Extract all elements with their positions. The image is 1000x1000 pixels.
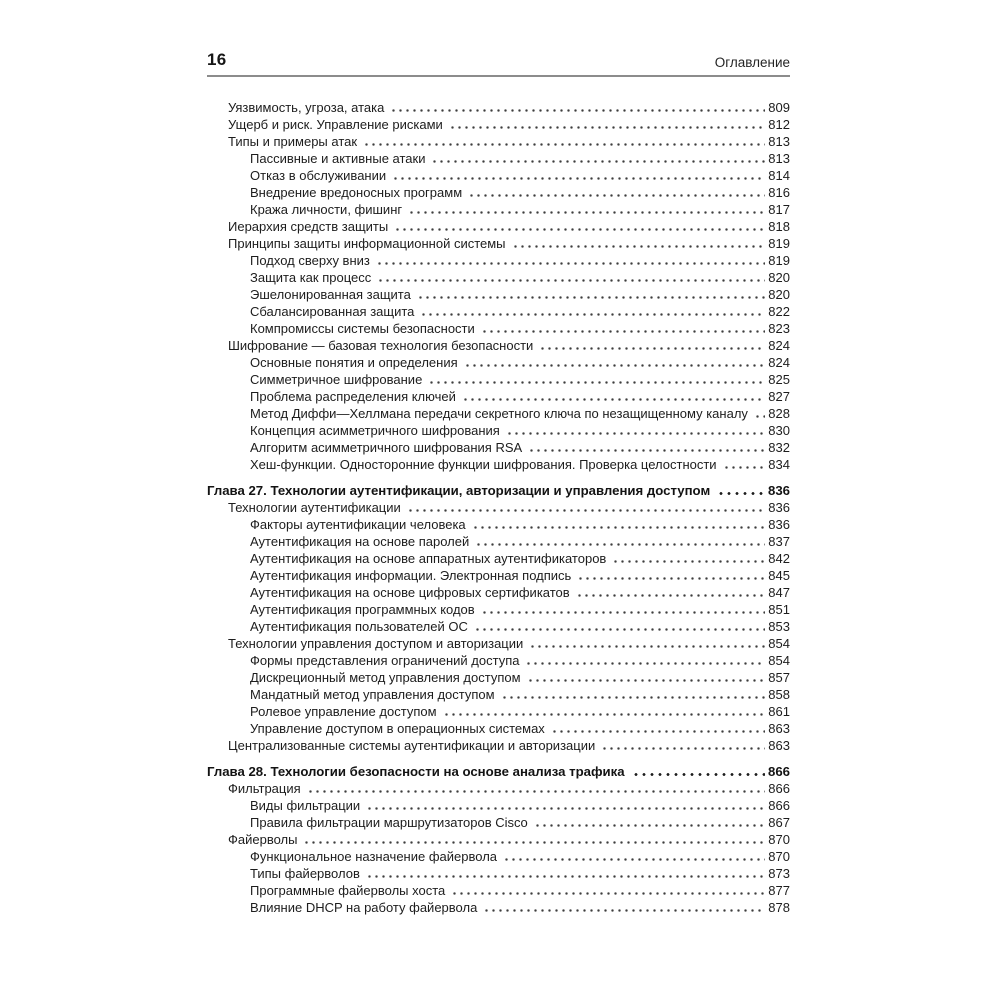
- toc-entry-title: Аутентификация информации. Электронная подпись: [250, 568, 572, 583]
- toc-entry-page-number: 819: [768, 236, 790, 251]
- dot-leader: [527, 439, 765, 456]
- dot-leader: [302, 831, 765, 848]
- toc-row: [207, 116, 790, 133]
- toc-entry-page-number: 812: [768, 117, 790, 132]
- toc-entry-page-number: 809: [768, 100, 790, 115]
- toc-entry-title: Типы и примеры атак: [228, 134, 358, 149]
- toc-row: [207, 814, 790, 831]
- dot-leader: [505, 422, 765, 439]
- toc-row: [207, 218, 790, 235]
- toc-entry-page-number: 854: [768, 653, 790, 668]
- dot-leader: [600, 737, 765, 754]
- toc-row: [207, 150, 790, 167]
- dot-leader: [480, 320, 766, 337]
- toc-row: [207, 235, 790, 252]
- toc-entry-page-number: 819: [768, 253, 790, 268]
- dot-leader: [306, 780, 766, 797]
- toc-row: [207, 899, 790, 916]
- dot-leader: [502, 848, 765, 865]
- toc-entry-page-number: 824: [768, 338, 790, 353]
- toc-entry-page-number: 824: [768, 355, 790, 370]
- dot-leader: [467, 184, 765, 201]
- toc-entry-title: Формы представления ограничений доступа: [250, 653, 520, 668]
- dot-leader: [419, 303, 765, 320]
- toc-row: [207, 320, 790, 337]
- toc-entry-page-number: 870: [768, 849, 790, 864]
- toc-entry-title: Аутентификация программных кодов: [250, 602, 475, 617]
- toc-row: [207, 831, 790, 848]
- toc-entry-title: Принципы защиты информационной системы: [228, 236, 506, 251]
- toc-entry-page-number: 817: [768, 202, 790, 217]
- toc-row: [207, 652, 790, 669]
- toc-row: [207, 388, 790, 405]
- dot-leader: [463, 354, 766, 371]
- dot-leader: [461, 388, 765, 405]
- toc-entry-page-number: 870: [768, 832, 790, 847]
- toc-entry-title: Концепция асимметричного шифрования: [250, 423, 500, 438]
- toc-row: [207, 550, 790, 567]
- toc-entry-page-number: 814: [768, 168, 790, 183]
- toc-entry-page-number: 854: [768, 636, 790, 651]
- toc-entry-title: Компромиссы системы безопасности: [250, 321, 475, 336]
- toc-entry-title: Защита как процесс: [250, 270, 372, 285]
- toc-entry-title: Пассивные и активные атаки: [250, 151, 426, 166]
- toc-entry-title: Ущерб и риск. Управление рисками: [228, 117, 443, 132]
- toc-entry-title: Сбалансированная защита: [250, 304, 415, 319]
- dot-leader: [511, 235, 766, 252]
- dot-leader: [407, 201, 765, 218]
- toc-chapter-row: [207, 482, 790, 499]
- toc-entry-title: Централизованные системы аутентификации и авторизации: [228, 738, 596, 753]
- toc-entry-page-number: 863: [768, 738, 790, 753]
- toc-chapter-row: [207, 763, 790, 780]
- toc-row: [207, 865, 790, 882]
- toc-row: [207, 456, 790, 473]
- toc-entry-title: Правила фильтрации маршрутизаторов Cisco: [250, 815, 528, 830]
- toc-row: [207, 567, 790, 584]
- toc-row: [207, 635, 790, 652]
- toc-entry-page-number: 847: [768, 585, 790, 600]
- toc-entry-page-number: 834: [768, 457, 790, 472]
- toc-entry-title: Аутентификация на основе цифровых сертификатов: [250, 585, 570, 600]
- toc-entry-title: Метод Диффи—Хеллмана передачи секретного ключа по незащищенному каналу: [250, 406, 748, 421]
- toc-row: [207, 780, 790, 797]
- toc-page: [207, 0, 790, 916]
- dot-leader: [430, 150, 765, 167]
- toc-entry-page-number: 873: [768, 866, 790, 881]
- toc-row: [207, 533, 790, 550]
- toc-entry-title: Виды фильтрации: [250, 798, 361, 813]
- toc-entry-page-number: 836: [768, 517, 790, 532]
- toc-entry-page-number: 851: [768, 602, 790, 617]
- toc-entry-page-number: 863: [768, 721, 790, 736]
- toc-entry-page-number: 827: [768, 389, 790, 404]
- toc-entry-title: Аутентификация на основе аппаратных аутентификаторов: [250, 551, 607, 566]
- toc-row: [207, 286, 790, 303]
- dot-leader: [533, 814, 766, 831]
- dot-leader: [393, 218, 765, 235]
- toc-entry-title: Мандатный метод управления доступом: [250, 687, 495, 702]
- toc-row: [207, 439, 790, 456]
- toc-entry-title: Технологии аутентификации: [228, 500, 401, 515]
- dot-leader: [448, 116, 766, 133]
- toc-entry-page-number: 836: [767, 483, 790, 498]
- toc-entry-page-number: 836: [768, 500, 790, 515]
- toc-row: [207, 303, 790, 320]
- dot-leader: [538, 337, 765, 354]
- dot-leader: [722, 456, 766, 473]
- toc-entry-page-number: 857: [768, 670, 790, 685]
- toc-row: [207, 669, 790, 686]
- toc-row: [207, 184, 790, 201]
- toc-row: [207, 703, 790, 720]
- toc-entry-title: Глава 28. Технологии безопасности на основе анализа трафика: [207, 764, 625, 779]
- toc-row: [207, 499, 790, 516]
- toc-entry-page-number: 861: [768, 704, 790, 719]
- toc-row: [207, 133, 790, 150]
- toc-entry-title: Иерархия средств защиты: [228, 219, 389, 234]
- toc-entry-page-number: 837: [768, 534, 790, 549]
- toc-row: [207, 405, 790, 422]
- toc-row: [207, 584, 790, 601]
- toc-entry-title: Аутентификация пользователей ОС: [250, 619, 468, 634]
- toc-entry-title: Отказ в обслуживании: [250, 168, 387, 183]
- dot-leader: [630, 763, 765, 780]
- dot-leader: [715, 482, 765, 499]
- toc-entry-title: Типы файерволов: [250, 866, 360, 881]
- dot-leader: [524, 652, 765, 669]
- toc-entry-page-number: 866: [768, 781, 790, 796]
- dot-leader: [376, 269, 765, 286]
- toc-row: [207, 848, 790, 865]
- dot-leader: [474, 533, 765, 550]
- toc-row: [207, 797, 790, 814]
- toc-row: [207, 422, 790, 439]
- toc-entry-title: Глава 27. Технологии аутентификации, авторизации и управления доступом: [207, 483, 711, 498]
- toc-entry-title: Функциональное назначение файервола: [250, 849, 498, 864]
- dot-leader: [482, 899, 765, 916]
- toc-entry-title: Дискреционный метод управления доступом: [250, 670, 521, 685]
- dot-leader: [528, 635, 765, 652]
- dot-leader: [416, 286, 765, 303]
- toc-entry-title: Алгоритм асимметричного шифрования RSA: [250, 440, 523, 455]
- dot-leader: [442, 703, 766, 720]
- header-title: Оглавление: [714, 55, 790, 70]
- toc-entry-page-number: 828: [768, 406, 790, 421]
- toc-row: [207, 737, 790, 754]
- toc-entry-page-number: 820: [768, 270, 790, 285]
- toc-entry-title: Программные файерволы хоста: [250, 883, 446, 898]
- toc-entry-title: Эшелонированная защита: [250, 287, 411, 302]
- toc-entry-title: Аутентификация на основе паролей: [250, 534, 470, 549]
- toc-entry-title: Симметричное шифрование: [250, 372, 423, 387]
- toc-entry-page-number: 858: [768, 687, 790, 702]
- toc-row: [207, 686, 790, 703]
- dot-leader: [365, 865, 765, 882]
- toc-entry-page-number: 832: [768, 440, 790, 455]
- toc-row: [207, 354, 790, 371]
- dot-leader: [480, 601, 766, 618]
- toc-row: [207, 99, 790, 116]
- toc-entry-title: Проблема распределения ключей: [250, 389, 456, 404]
- dot-leader: [500, 686, 766, 703]
- dot-leader: [362, 133, 765, 150]
- toc-row: [207, 167, 790, 184]
- toc-entry-page-number: 877: [768, 883, 790, 898]
- dot-leader: [550, 720, 765, 737]
- toc-row: [207, 720, 790, 737]
- toc-entry-title: Шифрование — базовая технология безопасности: [228, 338, 534, 353]
- toc-entry-page-number: 825: [768, 372, 790, 387]
- toc-row: [207, 516, 790, 533]
- toc-entry-page-number: 820: [768, 287, 790, 302]
- toc-entry-title: Файерволы: [228, 832, 298, 847]
- toc-entry-title: Управление доступом в операционных системах: [250, 721, 545, 736]
- dot-leader: [427, 371, 765, 388]
- dot-leader: [450, 882, 765, 899]
- toc-row: [207, 252, 790, 269]
- toc-entry-page-number: 813: [768, 151, 790, 166]
- page-header: [207, 0, 790, 77]
- toc-row: [207, 882, 790, 899]
- toc-entry-title: Внедрение вредоносных программ: [250, 185, 463, 200]
- toc-row: [207, 269, 790, 286]
- toc-entry-page-number: 867: [768, 815, 790, 830]
- toc-entry-title: Основные понятия и определения: [250, 355, 458, 370]
- toc-list: [207, 99, 790, 916]
- dot-leader: [473, 618, 765, 635]
- toc-entry-page-number: 866: [768, 798, 790, 813]
- dot-leader: [365, 797, 765, 814]
- dot-leader: [375, 252, 765, 269]
- toc-entry-page-number: 845: [768, 568, 790, 583]
- dot-leader: [406, 499, 766, 516]
- toc-entry-title: Факторы аутентификации человека: [250, 517, 466, 532]
- toc-entry-page-number: 842: [768, 551, 790, 566]
- toc-entry-title: Фильтрация: [228, 781, 301, 796]
- toc-entry-page-number: 816: [768, 185, 790, 200]
- toc-entry-page-number: 853: [768, 619, 790, 634]
- toc-entry-title: Кража личности, фишинг: [250, 202, 403, 217]
- toc-entry-page-number: 878: [768, 900, 790, 915]
- toc-entry-page-number: 818: [768, 219, 790, 234]
- toc-row: [207, 201, 790, 218]
- dot-leader: [576, 567, 765, 584]
- toc-entry-title: Ролевое управление доступом: [250, 704, 437, 719]
- dot-leader: [389, 99, 765, 116]
- toc-entry-page-number: 823: [768, 321, 790, 336]
- toc-entry-title: Технологии управления доступом и авторизации: [228, 636, 524, 651]
- toc-row: [207, 371, 790, 388]
- toc-row: [207, 337, 790, 354]
- dot-leader: [575, 584, 766, 601]
- toc-row: [207, 618, 790, 635]
- toc-entry-title: Влияние DHCP на работу файервола: [250, 900, 478, 915]
- dot-leader: [391, 167, 765, 184]
- dot-leader: [611, 550, 765, 567]
- dot-leader: [753, 405, 765, 422]
- toc-entry-title: Уязвимость, угроза, атака: [228, 100, 385, 115]
- toc-entry-title: Подход сверху вниз: [250, 253, 370, 268]
- dot-leader: [526, 669, 766, 686]
- dot-leader: [471, 516, 766, 533]
- toc-entry-title: Хеш-функции. Односторонние функции шифрования. Проверка целостности: [250, 457, 717, 472]
- toc-entry-page-number: 822: [768, 304, 790, 319]
- toc-entry-page-number: 813: [768, 134, 790, 149]
- toc-row: [207, 601, 790, 618]
- header-page-number: 16: [207, 50, 227, 69]
- toc-entry-page-number: 866: [767, 764, 790, 779]
- toc-entry-page-number: 830: [768, 423, 790, 438]
